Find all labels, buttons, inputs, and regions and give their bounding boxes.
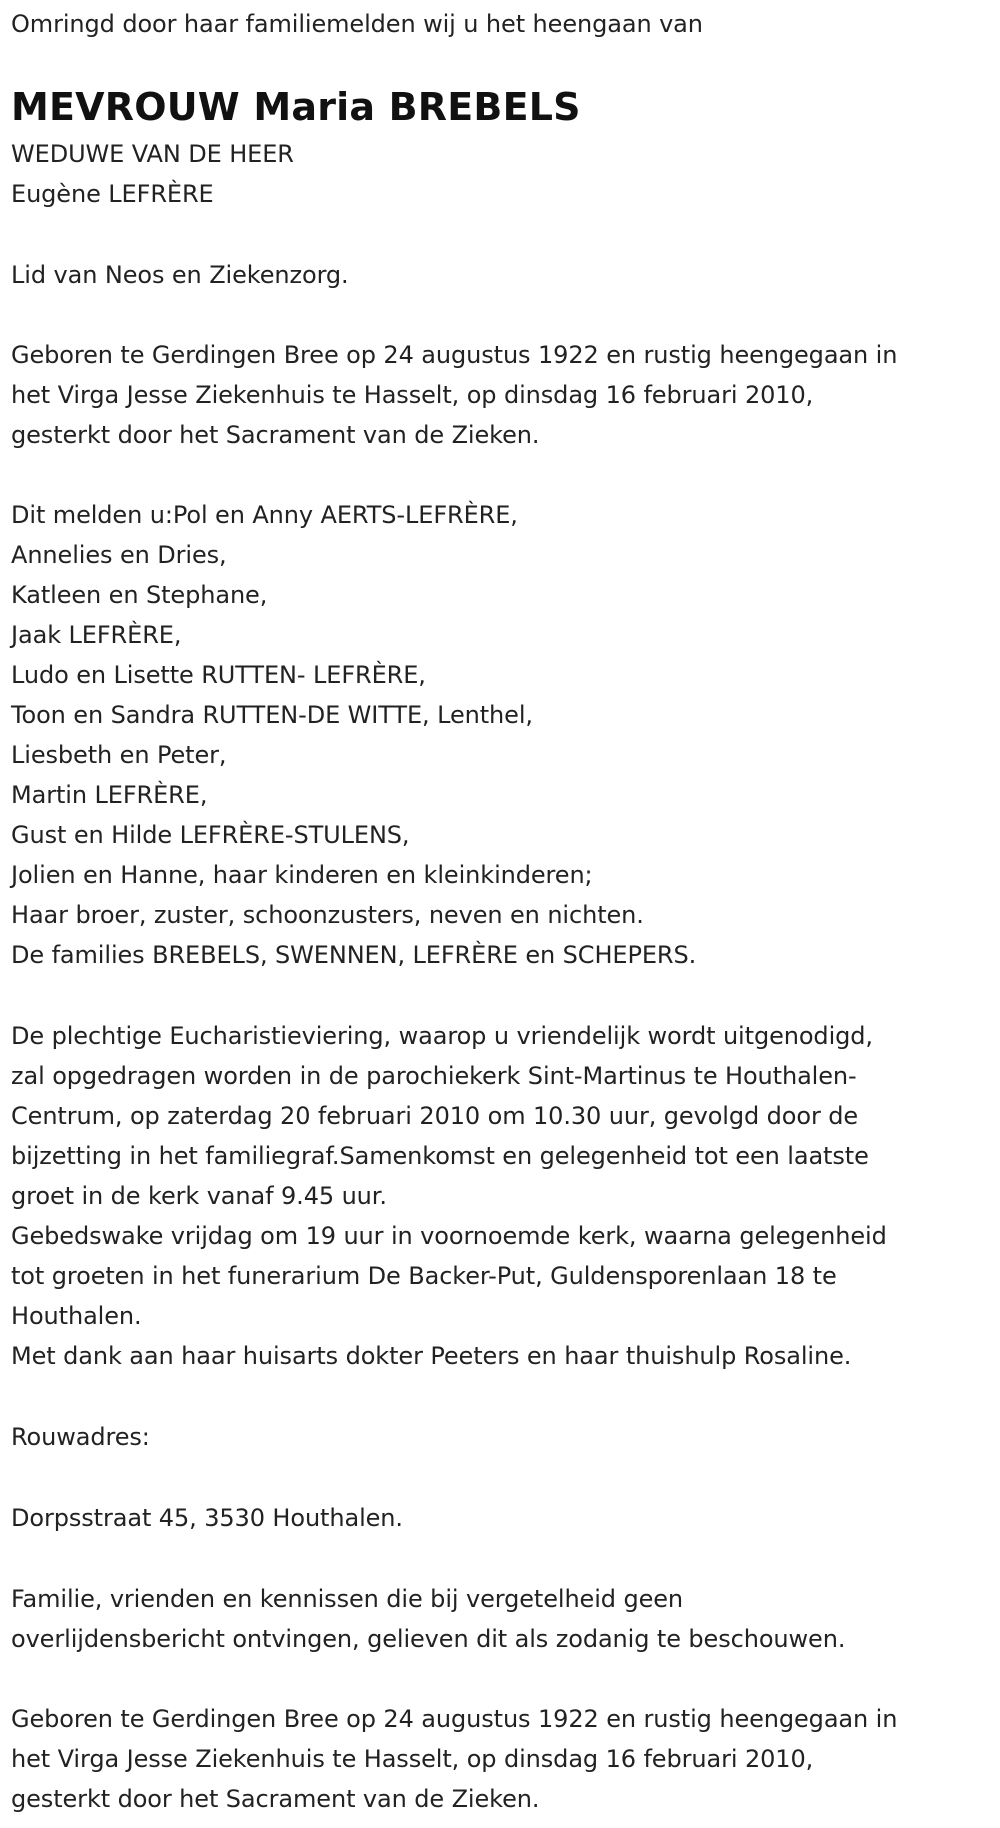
ceremony-line: Met dank aan haar huisarts dokter Peeters en haar thuishulp Rosaline. [11,1342,852,1370]
ceremony-line: Houthalen. [11,1302,142,1330]
address-label: Rouwadres: [11,1423,150,1451]
family-line: Jaak LEFRÈRE, [11,621,182,649]
ceremony-line: Centrum, op zaterdag 20 februari 2010 om 10.30 uur, gevolgd door de [11,1102,859,1130]
family-line: Gust en Hilde LEFRÈRE-STULENS, [11,821,410,849]
ceremony-line: Gebedswake vrijdag om 19 uur in voornoemde kerk, waarna gelegenheid [11,1222,887,1250]
widow-line: WEDUWE VAN DE HEER [11,140,294,168]
family-line: Annelies en Dries, [11,541,227,569]
deceased-name: MEVROUW Maria BREBELS [11,85,581,129]
ceremony-line: bijzetting in het familiegraf.Samenkomst en gelegenheid tot een laatste [11,1142,869,1170]
ceremony-line: zal opgedragen worden in de parochiekerk Sint-Martinus te Houthalen- [11,1062,857,1090]
family-line: Jolien en Hanne, haar kinderen en kleinkinderen; [11,861,593,889]
address-text: Dorpsstraat 45, 3530 Houthalen. [11,1504,403,1532]
birth-death-repeat-line: Geboren te Gerdingen Bree op 24 augustus 1922 en rustig heengegaan in [11,1705,898,1733]
family-line: De families BREBELS, SWENNEN, LEFRÈRE en SCHEPERS. [11,941,697,969]
family-line: Liesbeth en Peter, [11,741,227,769]
family-line: Toon en Sandra RUTTEN-DE WITTE, Lenthel, [11,701,533,729]
notice-line: Familie, vrienden en kennissen die bij vergetelheid geen [11,1585,684,1613]
ceremony-line: tot groeten in het funerarium De Backer-Put, Guldensporenlaan 18 te [11,1262,837,1290]
family-line: Ludo en Lisette RUTTEN- LEFRÈRE, [11,661,426,689]
notice-line: overlijdensbericht ontvingen, gelieven dit als zodanig te beschouwen. [11,1625,846,1653]
family-line: Dit melden u:Pol en Anny AERTS-LEFRÈRE, [11,501,518,529]
birth-death-line: het Virga Jesse Ziekenhuis te Hasselt, op dinsdag 16 februari 2010, [11,381,814,409]
membership-text: Lid van Neos en Ziekenzorg. [11,261,349,289]
husband-name: Eugène LEFRÈRE [11,180,214,208]
birth-death-repeat-line: gesterkt door het Sacrament van de Zieken. [11,1785,540,1813]
intro-text: Omringd door haar familiemelden wij u het heengaan van [11,10,703,38]
ceremony-line: groet in de kerk vanaf 9.45 uur. [11,1182,387,1210]
birth-death-repeat-line: het Virga Jesse Ziekenhuis te Hasselt, op dinsdag 16 februari 2010, [11,1745,814,1773]
family-line: Haar broer, zuster, schoonzusters, neven en nichten. [11,901,644,929]
ceremony-line: De plechtige Eucharistieviering, waarop u vriendelijk wordt uitgenodigd, [11,1022,873,1050]
birth-death-line: gesterkt door het Sacrament van de Zieken. [11,421,540,449]
family-line: Martin LEFRÈRE, [11,781,208,809]
birth-death-line: Geboren te Gerdingen Bree op 24 augustus 1922 en rustig heengegaan in [11,341,898,369]
family-line: Katleen en Stephane, [11,581,268,609]
